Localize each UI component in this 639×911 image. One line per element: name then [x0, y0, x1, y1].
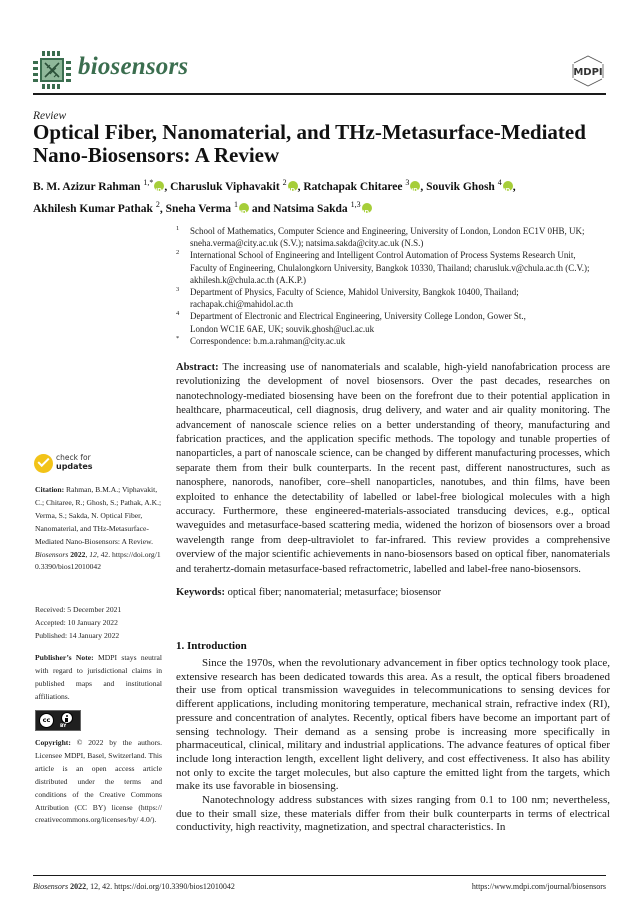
copyright: Copyright: © 2022 by the authors. Licensee MDPI, Basel, Switzerland. This article is an open access article distributed under the terms and conditions of the Creative Commons Attribution (CC BY) license (https:// creativecommons.org/licenses/by/ 4.0/).	[35, 738, 162, 825]
journal-name: biosensors	[78, 53, 189, 80]
author-name[interactable]: Natsima Sakda	[273, 202, 348, 215]
abstract-label: Abstract:	[176, 362, 219, 373]
keywords-label: Keywords:	[176, 587, 225, 598]
author-name[interactable]: Charusluk Viphavakit	[170, 180, 280, 193]
citation: Citation: Rahman, B.M.A.; Viphavakit, C.; Chitaree, R.; Ghosh, S.; Pathak, A.K.; Verma, S.; Sakda, N. Optical Fiber, Nanomaterial, and THz-Metasurface-Mediated Nano-Biosensors: A Review. Biosensors 2022, 12, 42. https://doi.org/10.3390/bios12010042	[35, 485, 162, 572]
abstract	[176, 361, 610, 577]
correspondence: * Correspondence: b.m.a.rahman@city.ac.uk	[176, 334, 346, 346]
orcid-icon[interactable]	[410, 181, 420, 191]
author-name[interactable]: Sneha Verma	[165, 202, 232, 215]
author-name[interactable]: Souvik Ghosh	[426, 180, 495, 193]
orcid-icon[interactable]	[288, 181, 298, 191]
footer-divider	[33, 875, 606, 876]
introduction-body	[176, 657, 610, 835]
person-icon	[61, 712, 73, 724]
svg-text:MDPI: MDPI	[573, 67, 603, 78]
citation-doi-link[interactable]: https://doi.org/10.3390/bios12010042	[35, 549, 161, 572]
article-type: Review	[33, 110, 67, 122]
received-date: Received: 5 December 2021	[35, 605, 122, 614]
abstract-text: The increasing use of nanomaterials and scalable, high-yield nanofabrication process are revolutionizing the development of novel biosensors. Over the past decades, researches on nanotechnology-mediated biosensing have been on the forefront due to their potential application in healthcare, pharmaceutical, cell diagnosis, drug delivery, and water and air quality monitoring. The advancement of nanoscale science relies on a better understanding of theory, manufacturing and fabrication practices, and the application specific methods. The topology and tunable properties of nanoparticles, a part of nanoscale science, can be changed by different manufacturing processes, which separate them from their bulk counterparts. In the recent past, different nanostructures, such as nanosphere, nanorods, nanofiber, core–shell nanoparticles, nanotubes, and thin films, have been exploited to enhance the detectability of labelled or label-free biological molecules with a high accuracy. Furthermore, these engineered-materials-associated transducing devices, e.g., optical waveguides and metasurface-based scattering media, widened the horizon of biosensors over a broad wavelength range from deep-ultraviolet to far-infrared. This review provides a comprehensive overview of the major scientific achievements in nano-biosensors based on optical fiber, nanomaterials and terahertz-domain metasurface-based refractometric, labelled and label-free nano-biosensors.	[176, 362, 610, 575]
check-updates-icon	[34, 454, 53, 473]
author-name[interactable]: Ratchapak Chitaree	[303, 180, 403, 193]
orcid-icon[interactable]	[154, 181, 164, 191]
orcid-icon[interactable]	[503, 181, 513, 191]
affiliation-2: 2 International School of Engineering and Intelligent Control Automation of Process Systems Research Unit, Faculty of Engineering, Chulalongkorn University, Bangkok 10330, Thailand; charusluk.v@chula.ac.th (C.V.); akhilesh.k@chula.ac.th (A.K.P.)	[176, 249, 590, 285]
published-date: Published: 14 January 2022	[35, 630, 120, 640]
author-name[interactable]: B. M. Azizur Rahman	[33, 180, 141, 193]
mdpi-logo-icon	[570, 55, 606, 87]
orcid-icon[interactable]	[362, 203, 372, 213]
publication-dates	[35, 604, 162, 643]
affiliations	[176, 225, 616, 347]
author-line-2: Akhilesh Kumar Pathak $^2$, Sneha Verma $^1$iD and Natsima Sakda $^{1,3}$iD	[33, 196, 593, 218]
cc-by-license-badge[interactable]: cc BY	[35, 710, 81, 731]
affiliation-3: 3 Department of Physics, Faculty of Science, Mahidol University, Bangkok 10400, Thailand; rachapak.chi@mahidol.ac.th	[176, 286, 519, 310]
keywords	[176, 586, 610, 600]
accepted-date: Accepted: 10 January 2022	[35, 617, 118, 627]
section-heading-introduction: 1. Introduction	[176, 640, 247, 652]
author-name[interactable]: Akhilesh Kumar Pathak	[33, 202, 153, 215]
paragraph: Nanotechnology address substances with sizes ranging from 0.1 to 100 nm; nevertheless, due to their small size, these materials differ from their bulk counterparts in terms of electrical conductivity, high reactivity, magnetization, and spectral characteristics. In	[176, 794, 610, 834]
cc-icon: cc	[39, 713, 54, 728]
footer-citation: Biosensors 2022, 12, 42. https://doi.org/10.3390/bios12010042	[33, 882, 235, 891]
journal-logo-icon	[33, 51, 71, 89]
keywords-text: optical fiber; nanomaterial; metasurface; biosensor	[227, 587, 442, 598]
footer-journal-url[interactable]: https://www.mdpi.com/journal/biosensors	[471, 882, 606, 891]
affiliation-1: 1 School of Mathematics, Computer Science and Engineering, University of London, London EC1V 0HB, UK; sneha.verma@city.ac.uk (S.V.); natsima.sakda@city.ac.uk (N.S.)	[176, 225, 585, 249]
article-title: Optical Fiber, Nanomaterial, and THz-Metasurface-Mediated Nano-Biosensors: A Review	[33, 120, 586, 167]
check-for-updates-button[interactable]: check for updates	[34, 452, 124, 474]
affiliation-4: 4 Department of Electronic and Electrical Engineering, University College London, Gower St., London WC1E 6AE, UK; souvik.ghosh@ucl.ac.uk	[176, 310, 526, 334]
author-list	[33, 174, 593, 218]
orcid-icon[interactable]	[239, 203, 249, 213]
header-divider	[33, 93, 606, 95]
publisher-note: Publisher’s Note: MDPI stays neutral with regard to jurisdictional claims in published maps and institutional affiliations.	[35, 653, 163, 701]
author-line-1: B. M. Azizur Rahman $^{1,*}$ iD , Charusluk Viphavakit $^2$ iD , Ratchapak Chitaree $^3$ iD , Souvik Ghosh $^4$ iD ,	[33, 174, 593, 196]
journal-header	[33, 49, 606, 94]
paragraph: Since the 1970s, when the revolutionary advancement in fiber optics technology took place, extensive research has been dedicated towards this area. As a result, the optical fibers broadened their use from optical transmission waveguides in telecommunications to sensing devices for different applications, including monitoring temperature, mechanical strain, refractive index (RI), pressure and concentration of analytes. Recently, optical fibers have become an important part of sensing technology. Their demand as a sensing probe is increasing more specifically in pharmaceutical, clinical, military and industrial applications. The advance features of optical fiber include long interaction length, excellent light delivery, and cost effectiveness. It also has ability not only to excite the target molecules, but also capture the emitted light from the targets, which make its use favorable in biosensing.	[176, 657, 610, 793]
